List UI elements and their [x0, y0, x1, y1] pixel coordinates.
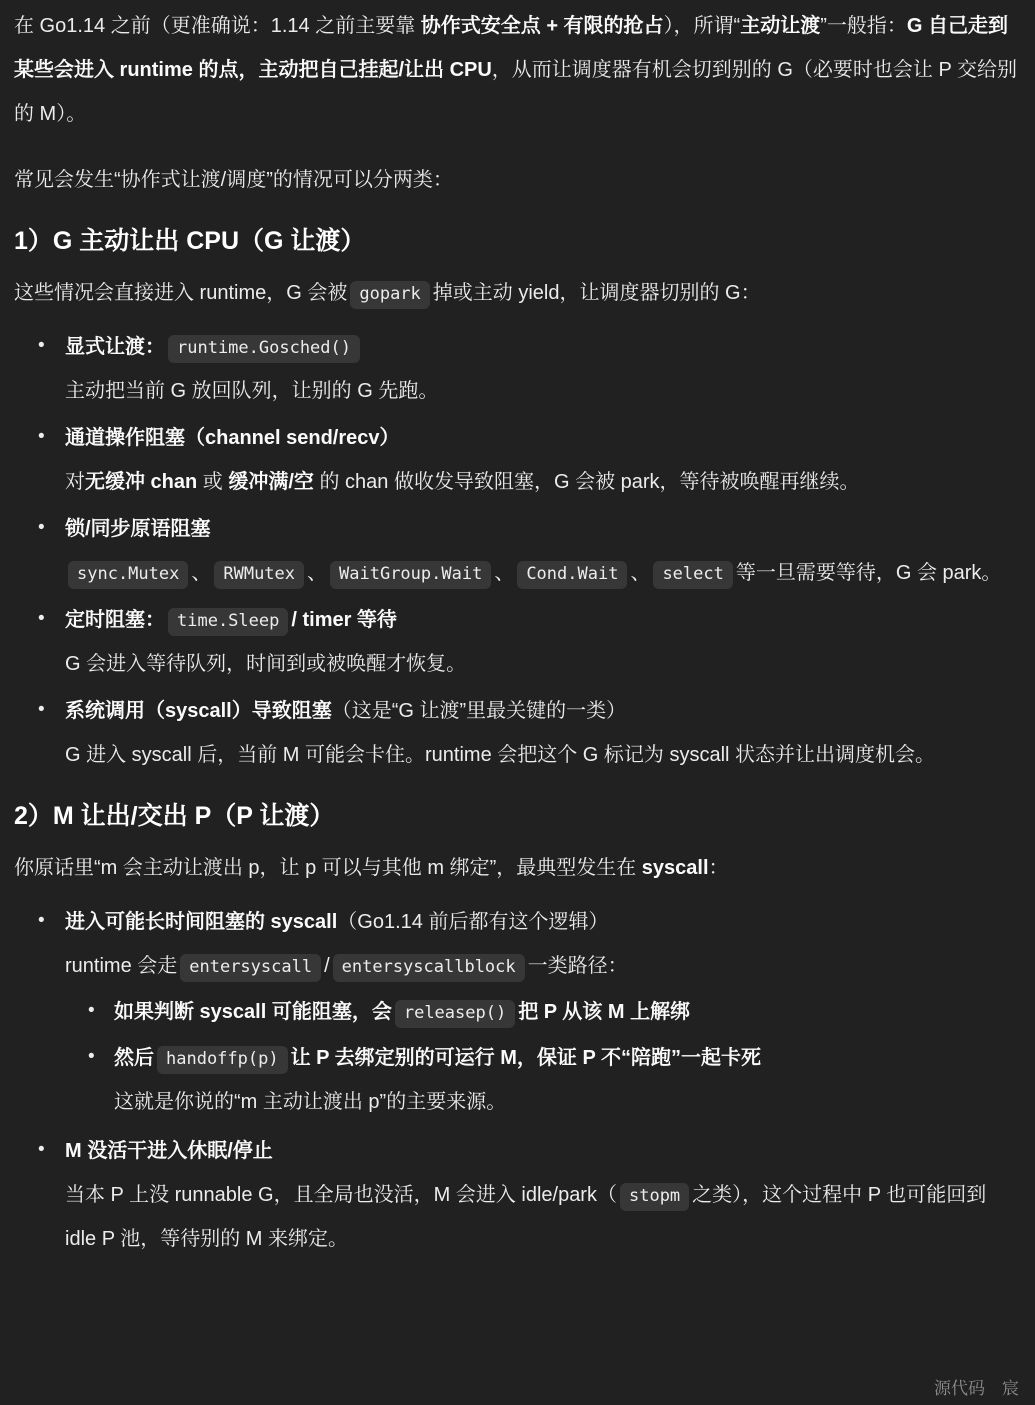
list-item-lock-block — [14, 507, 1021, 595]
enter-syscall-title: 进入可能长时间阻塞的 syscall — [65, 911, 338, 933]
intro-p1-seg3: ”一般指： — [820, 15, 907, 37]
item-body — [114, 990, 1021, 1034]
bullet-icon: • — [38, 1139, 45, 1160]
lock-title: 锁/同步原语阻塞 — [65, 518, 211, 540]
handoffp-bold2: 让 P 去绑定别的可运行 M，保证 P 不“陪跑”一起卡死 — [290, 1047, 761, 1069]
channel-desc-seg3: 的 chan 做收发导致阻塞，G 会被 park，等待被唤醒再继续。 — [313, 471, 860, 493]
inline-code-releasep: releasep() — [395, 1000, 515, 1028]
bullet-icon: • — [38, 699, 45, 720]
enter-syscall-sublist — [65, 990, 1021, 1124]
channel-desc-seg2: 或 — [197, 471, 229, 493]
item-body — [65, 598, 1021, 686]
s1-lead-seg2: 掉或主动 yield，让调度器切别的 G： — [432, 282, 761, 304]
item-title — [65, 325, 1021, 369]
inline-code-entersyscall: entersyscall — [180, 954, 321, 982]
channel-desc-bold2: 缓冲满/空 — [228, 471, 314, 493]
s2-lead-seg2: ： — [708, 857, 729, 879]
chat-message-content — [14, 4, 1021, 1261]
item-desc: G 进入 syscall 后，当前 M 可能会卡住。runtime 会把这个 G 标记为 syscall 状态并让出调度机会。 — [65, 744, 936, 766]
lock-sep1: 、 — [191, 562, 212, 584]
m-idle-desc-seg1: 当本 P 上没 runnable G，且全局也没活，M 会进入 idle/park（ — [65, 1184, 617, 1206]
item-title — [65, 598, 1021, 642]
item-title — [65, 689, 1021, 733]
item-body — [65, 325, 1021, 413]
item-body — [65, 416, 1021, 504]
item-title — [65, 507, 1021, 551]
s1-lead-seg1: 这些情况会直接进入 runtime，G 会被 — [14, 282, 348, 304]
handoffp-line1 — [114, 1036, 1021, 1080]
releasep-bold2: 把 P 从该 M 上解绑 — [518, 1001, 691, 1023]
item-body — [65, 1129, 1021, 1261]
handoffp-bold1: 然后 — [114, 1047, 154, 1069]
section-1-lead — [14, 271, 1021, 315]
intro-p1-bold2: 主动让渡 — [740, 15, 821, 37]
intro-p1-seg4: ，从而让调度器有机会切到别的 G（必要时也会让 P 交给别的 M）。 — [14, 59, 1018, 125]
sub-item-releasep — [65, 990, 1021, 1034]
bullet-icon: • — [38, 910, 45, 931]
item-desc: G 会进入等待队列，时间到或被唤醒才恢复。 — [65, 653, 467, 675]
timer-title-1: 定时阻塞： — [65, 609, 165, 631]
list-item-timer-block — [14, 598, 1021, 686]
item-desc — [65, 1173, 1021, 1261]
enter-syscall-title-note: （Go1.14 前后都有这个逻辑） — [337, 911, 609, 933]
enter-syscall-line2-seg2: / — [324, 955, 330, 977]
channel-desc-seg1: 对 — [65, 471, 85, 493]
section-2-list — [14, 900, 1021, 1261]
section-2-heading: 2）M 让出/交出 P（P 让渡） — [14, 802, 335, 830]
item-body — [65, 900, 1021, 1126]
enter-syscall-line2-seg1: runtime 会走 — [65, 955, 178, 977]
lock-sep4: 、 — [630, 562, 651, 584]
enter-syscall-line2-seg3: 一类路径： — [527, 955, 628, 977]
syscall-title-note: （这是“G 让渡”里最关键的一类） — [331, 700, 627, 722]
inline-code-runtime-gosched: runtime.Gosched() — [168, 335, 360, 363]
inline-code-gopark: gopark — [350, 281, 429, 309]
section-1-heading: 1）G 主动让出 CPU（G 让渡） — [14, 227, 366, 255]
intro-p1-bold3: G 自己走到某些会进入 runtime 的点，主动把自己挂起/让出 CPU — [14, 15, 1009, 81]
lock-sep2: 、 — [307, 562, 328, 584]
channel-desc-bold1: 无缓冲 chan — [85, 471, 198, 493]
bullet-icon: • — [38, 335, 45, 356]
bullet-icon: • — [88, 1046, 95, 1067]
item-title — [65, 1129, 1021, 1173]
list-item-enter-syscall — [14, 900, 1021, 1126]
syscall-title: 系统调用（syscall）导致阻塞 — [65, 700, 332, 722]
inline-code-time-sleep: time.Sleep — [168, 608, 288, 636]
item-body — [114, 1036, 1021, 1124]
timer-title-2: / timer 等待 — [291, 609, 397, 631]
item-desc — [65, 460, 1021, 504]
watermark: 源代码 宸 — [934, 1378, 1019, 1398]
inline-code-entersyscallblock: entersyscallblock — [333, 954, 525, 982]
bullet-icon: • — [38, 517, 45, 538]
inline-code-cond-wait: Cond.Wait — [517, 561, 627, 589]
item-desc — [65, 551, 1021, 595]
section-2-lead — [14, 846, 1021, 890]
inline-code-handoffp: handoffp(p) — [157, 1046, 288, 1074]
item-body — [65, 689, 1021, 777]
s2-lead-seg1: 你原话里“m 会主动让渡出 p，让 p 可以与其他 m 绑定”，最典型发生在 — [14, 857, 642, 879]
lock-tail: 等一旦需要等待，G 会 park。 — [735, 562, 1002, 584]
inline-code-select: select — [653, 561, 732, 589]
list-item-m-idle — [14, 1129, 1021, 1261]
intro-paragraph-2: 常见会发生“协作式让渡/调度”的情况可以分两类： — [14, 169, 453, 191]
intro-p1-bold1: 协作式安全点 + 有限的抢占 — [420, 15, 664, 37]
inline-code-rwmutex: RWMutex — [214, 561, 304, 589]
handoffp-line2: 这就是你说的“m 主动让渡出 p”的主要来源。 — [114, 1091, 507, 1113]
item-desc — [65, 944, 1021, 988]
list-item-explicit-yield — [14, 325, 1021, 413]
inline-code-waitgroup-wait: WaitGroup.Wait — [330, 561, 491, 589]
list-item-syscall-block — [14, 689, 1021, 777]
bullet-icon: • — [38, 426, 45, 447]
item-desc: 主动把当前 G 放回队列，让别的 G 先跑。 — [65, 380, 439, 402]
lock-sep3: 、 — [494, 562, 515, 584]
bullet-icon: • — [38, 608, 45, 629]
intro-p1-seg2: ），所谓“ — [663, 15, 741, 37]
channel-title: 通道操作阻塞（channel send/recv） — [65, 427, 400, 449]
releasep-bold1: 如果判断 syscall 可能阻塞，会 — [114, 1001, 392, 1023]
list-item-channel-block — [14, 416, 1021, 504]
m-idle-desc-seg2: 之类），这个过程中 P 也可能回到 idle P 池，等待别的 M 来绑定。 — [65, 1184, 987, 1250]
sub-item-handoffp — [65, 1036, 1021, 1124]
inline-code-stopm: stopm — [620, 1183, 689, 1211]
item-title — [65, 416, 1021, 460]
s2-lead-bold1: syscall — [641, 857, 709, 879]
section-1-list — [14, 325, 1021, 777]
intro-p1-seg1: 在 Go1.14 之前（更准确说：1.14 之前主要靠 — [14, 15, 421, 37]
intro-paragraph-1 — [14, 4, 1021, 136]
item-title — [65, 900, 1021, 944]
explicit-title: 显式让渡： — [65, 336, 165, 358]
item-body — [65, 507, 1021, 595]
inline-code-sync-mutex: sync.Mutex — [68, 561, 188, 589]
m-idle-title: M 没活干进入休眠/停止 — [65, 1140, 273, 1162]
bullet-icon: • — [88, 1000, 95, 1021]
